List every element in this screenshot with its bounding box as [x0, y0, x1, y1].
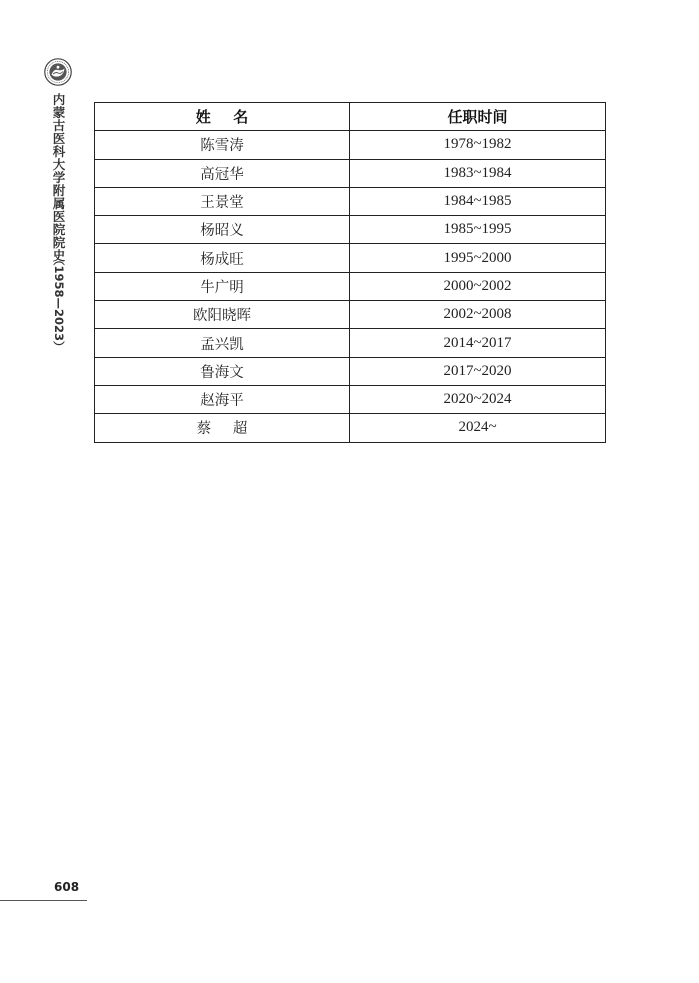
cell-name: 牛广明 [95, 272, 350, 300]
table-row [95, 131, 606, 159]
side-running-title: 内蒙古医科大学附属医院院史 [51, 93, 66, 262]
cell-period: 1984~1985 [350, 187, 606, 215]
cell-name: 陈雪涛 [95, 131, 350, 159]
cell-period: 2017~2020 [350, 357, 606, 385]
cell-period: 1978~1982 [350, 131, 606, 159]
table-row [95, 216, 606, 244]
table-row [95, 357, 606, 385]
cell-name: 欧阳晓晖 [95, 301, 350, 329]
cell-name: 王景堂 [95, 187, 350, 215]
table-row [95, 272, 606, 300]
cell-name: 孟兴凯 [95, 329, 350, 357]
cell-name: 鲁海文 [95, 357, 350, 385]
directors-table [94, 102, 606, 443]
side-running-years: （1958—2023） [52, 254, 66, 353]
table-row [95, 329, 606, 357]
header-period: 任职时间 [350, 103, 606, 131]
table-row [95, 244, 606, 272]
cell-period: 1995~2000 [350, 244, 606, 272]
table-row [95, 414, 606, 442]
table-row [95, 159, 606, 187]
footer-rule [0, 900, 87, 901]
page-number: 608 [54, 880, 80, 894]
table-row [95, 187, 606, 215]
cell-period: 1983~1984 [350, 159, 606, 187]
cell-period: 2024~ [350, 414, 606, 442]
table-header-row [95, 103, 606, 131]
table-row [95, 301, 606, 329]
header-name: 姓 名 [95, 103, 350, 131]
cell-name: 赵海平 [95, 385, 350, 413]
cell-period: 2014~2017 [350, 329, 606, 357]
cell-period: 2002~2008 [350, 301, 606, 329]
cell-name: 高冠华 [95, 159, 350, 187]
hospital-emblem-icon [44, 58, 72, 86]
cell-period: 2000~2002 [350, 272, 606, 300]
table-row [95, 385, 606, 413]
cell-period: 2020~2024 [350, 385, 606, 413]
cell-name: 杨昭义 [95, 216, 350, 244]
cell-period: 1985~1995 [350, 216, 606, 244]
cell-name: 杨成旺 [95, 244, 350, 272]
cell-name: 蔡 超 [95, 414, 350, 442]
